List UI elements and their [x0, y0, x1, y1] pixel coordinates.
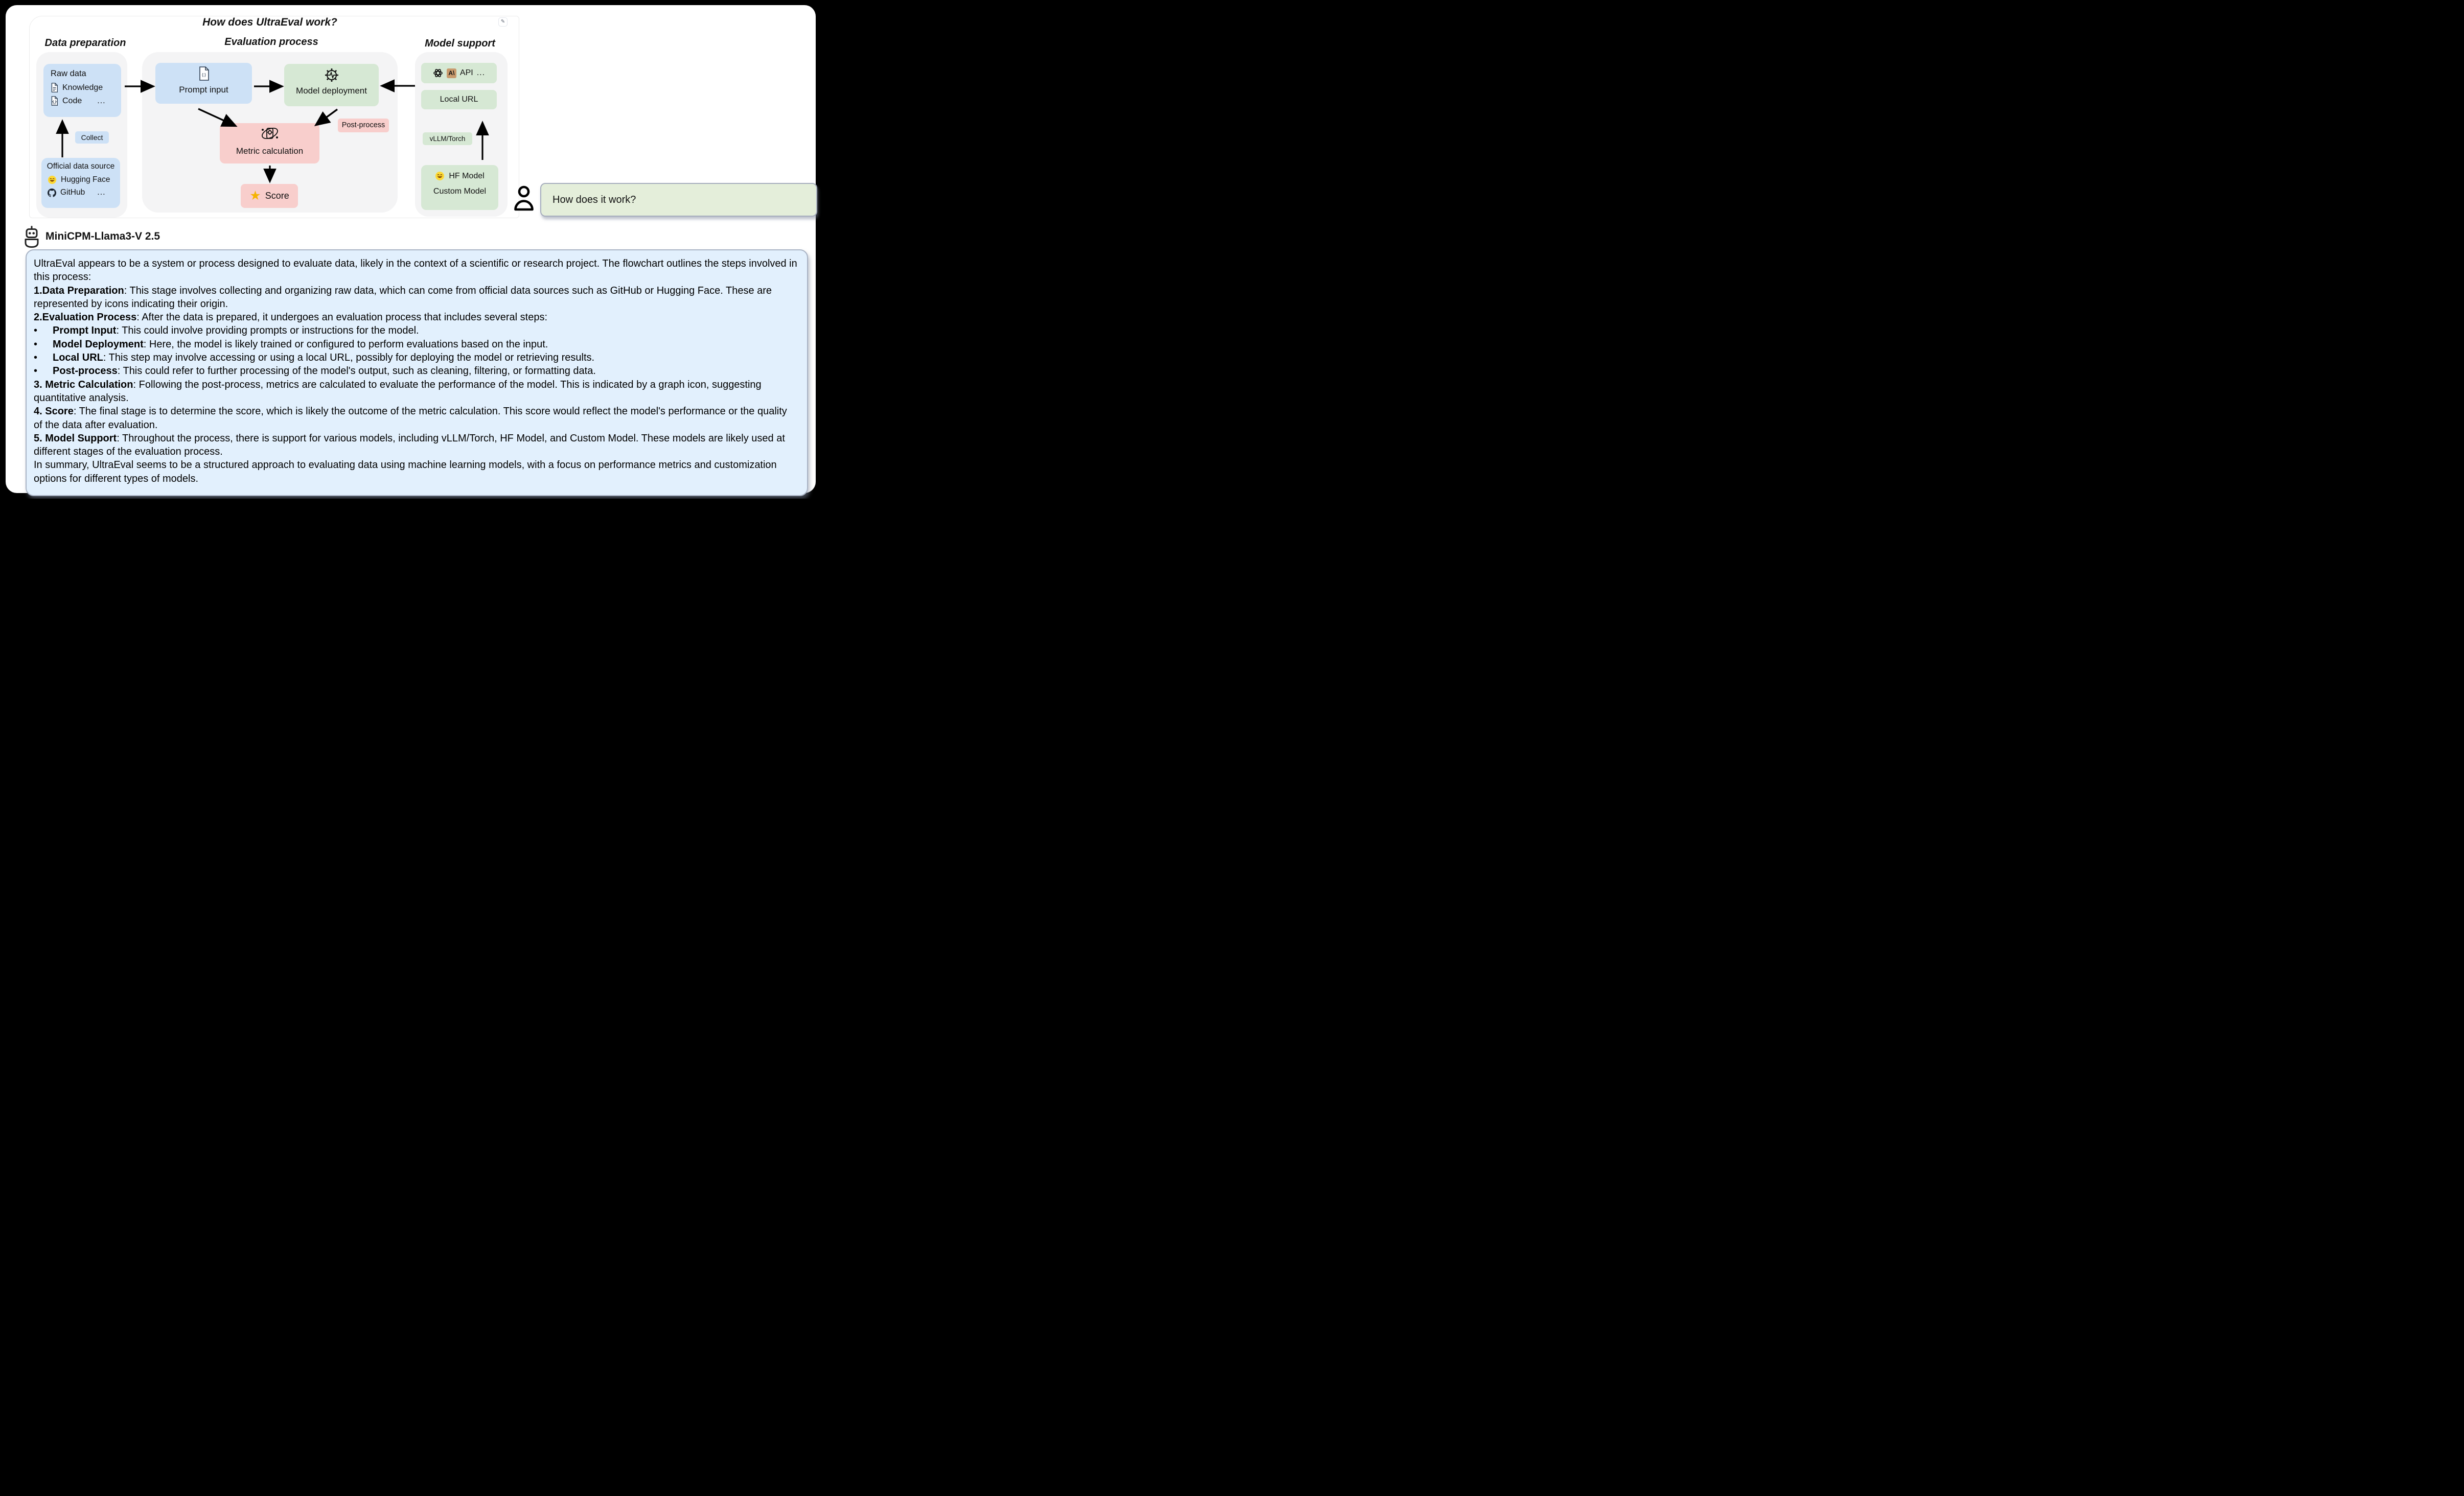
official-source-item-github: GitHub ...	[41, 184, 120, 197]
section-header-model-support: Model support	[425, 38, 495, 49]
official-data-source-box	[41, 158, 120, 208]
response-paragraph: In summary, UltraEval seems to be a structured approach to evaluating data using machine learning models, with a focus on performance metrics and customization options for different types of models.	[34, 459, 777, 484]
response-paragraph: 1.Data Preparation: This stage involves collecting and organizing raw data, which can come from official data sources such as GitHub or Hugging Face. These are represented by icons indicating their origin.	[34, 285, 772, 310]
prompt-input-box: {;} Prompt input	[155, 63, 252, 104]
metric-calculation-box: Metric calculation	[220, 123, 319, 163]
doc-code-icon	[51, 96, 58, 106]
more-dots: ...	[97, 96, 106, 105]
collect-label: Collect	[75, 131, 109, 144]
user-icon	[514, 185, 534, 212]
metric-icon	[260, 125, 280, 144]
diagram-title: How does UltraEval work?	[202, 16, 337, 28]
page	[0, 0, 821, 499]
github-icon	[48, 189, 56, 197]
raw-data-title: Raw data	[51, 69, 86, 78]
prompt-doc-icon	[198, 66, 210, 81]
svg-text:{;}: {;}	[201, 72, 206, 77]
post-process-label: Post-process	[338, 119, 389, 132]
response-bullet-line: • Model Deployment: Here, the model is likely trained or configured to perform evaluations based on the input.	[34, 338, 548, 350]
star-icon: ★	[249, 189, 261, 203]
anthropic-icon: A\	[447, 68, 456, 78]
user-message-bubble	[540, 183, 817, 217]
model-name: MiniCPM-Llama3-V 2.5	[45, 230, 160, 242]
gear-icon	[324, 67, 340, 83]
response-bullet-line: • Local URL: This step may involve accessing or using a local URL, possibly for deploying the model or retrieving results.	[34, 352, 595, 364]
raw-data-item-code: Code ...	[43, 92, 121, 106]
response-paragraph: 3. Metric Calculation: Following the post-process, metrics are calculated to evaluate the performance of the model. This is indicated by a graph icon, suggesting quantitative analysis.	[34, 379, 762, 404]
local-url-box: Local URL	[421, 90, 497, 109]
score-box: ★ Score	[241, 184, 298, 208]
api-box: A\ API ...	[421, 63, 497, 83]
hf-custom-model-box	[421, 165, 498, 210]
hugging-face-icon	[48, 175, 57, 184]
more-dots: ...	[476, 68, 486, 77]
app-card	[6, 5, 816, 493]
user-message-text: How does it work?	[552, 194, 636, 205]
doc-text-icon	[51, 83, 58, 92]
section-header-data-preparation: Data preparation	[44, 37, 126, 49]
response-bullet-line: • Prompt Input: This could involve providing prompts or instructions for the model.	[34, 325, 419, 337]
hf-model-row: HF Model	[421, 165, 498, 181]
openai-icon	[433, 68, 443, 78]
edit-icon[interactable]: ✎	[498, 17, 508, 27]
official-source-title: Official data source	[47, 162, 115, 171]
model-response-text	[34, 257, 798, 485]
official-source-item-huggingface: Hugging Face	[41, 171, 120, 184]
response-bullet-line: • Post-process: This could refer to further processing of the model's output, such as cleaning, filtering, or formatting data.	[34, 365, 596, 377]
vllm-torch-label: vLLM/Torch	[423, 132, 472, 145]
response-paragraph: 2.Evaluation Process: After the data is prepared, it undergoes an evaluation process that includes several steps:	[34, 312, 548, 323]
model-response-box	[26, 249, 808, 496]
raw-data-item-knowledge: Knowledge	[43, 79, 121, 92]
robot-icon	[23, 225, 40, 248]
hugging-face-icon	[435, 171, 445, 181]
response-paragraph: 4. Score: The final stage is to determine the score, which is likely the outcome of the metric calculation. This score would reflect the model's performance or the quality of the data after evaluation.	[34, 406, 787, 431]
response-paragraph: UltraEval appears to be a system or process designed to evaluate data, likely in the context of a scientific or research project. The flowchart outlines the steps involved in this process:	[34, 258, 797, 283]
raw-data-box	[43, 64, 121, 117]
model-deployment-box: Model deployment	[284, 64, 379, 106]
section-header-evaluation-process: Evaluation process	[224, 36, 318, 48]
response-paragraph: 5. Model Support: Throughout the process, there is support for various models, including vLLM/Torch, HF Model, and Custom Model. These models are likely used at different stages of the evaluation process.	[34, 432, 785, 458]
custom-model-label: Custom Model	[433, 187, 487, 196]
more-dots: ...	[97, 188, 106, 197]
